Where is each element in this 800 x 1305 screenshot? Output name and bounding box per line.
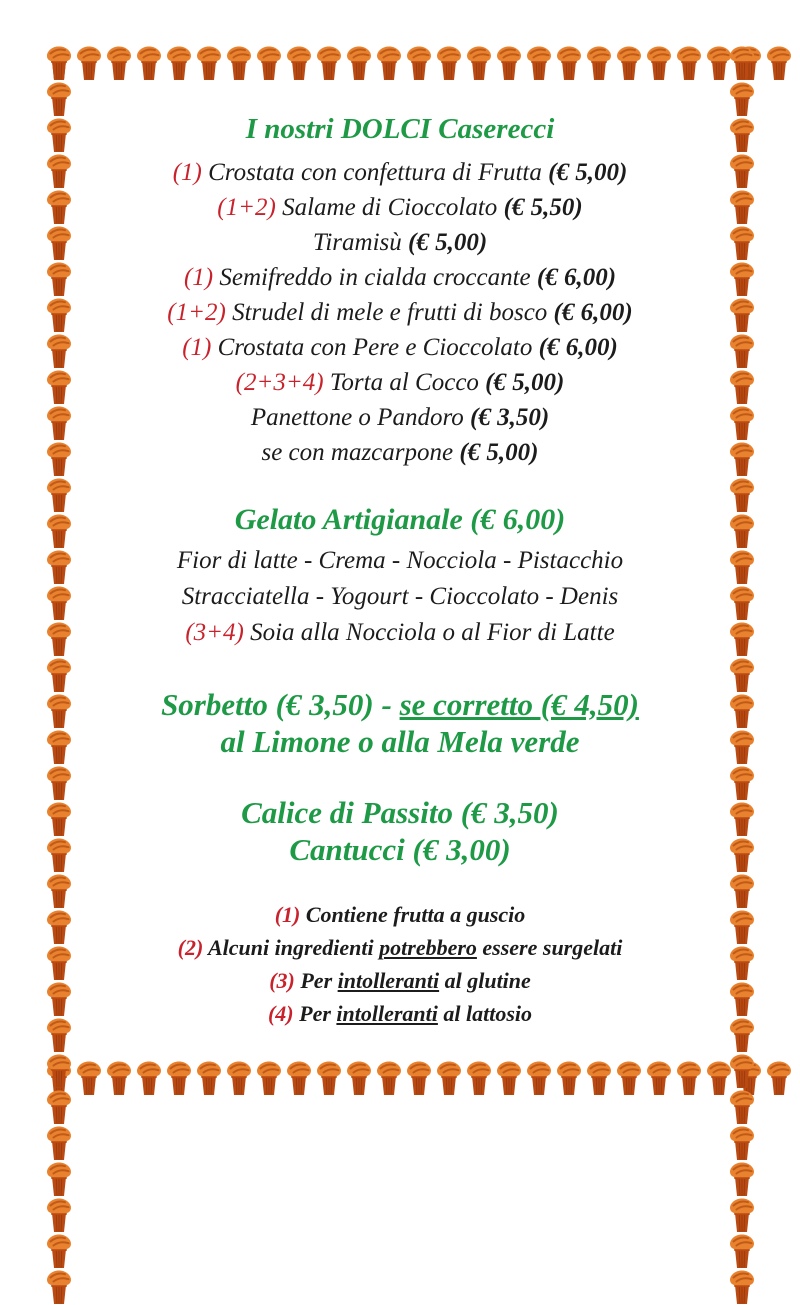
muffin-icon xyxy=(44,585,74,621)
muffin-icon xyxy=(44,333,74,369)
item-name: Torta al Cocco xyxy=(329,369,479,396)
footnote-text: Per xyxy=(300,968,338,993)
item-price: (€ 5,00) xyxy=(485,369,565,396)
muffin-icon xyxy=(674,1060,704,1096)
allergen-tag: (1) xyxy=(183,264,214,291)
muffin-icon xyxy=(727,1269,757,1305)
menu-item xyxy=(80,260,720,295)
muffin-icon xyxy=(314,1060,344,1096)
allergen-tag: (1+2) xyxy=(217,194,276,221)
muffin-icon xyxy=(224,1060,254,1096)
muffin-icon xyxy=(44,117,74,153)
muffin-icon xyxy=(727,81,757,117)
muffin-icon xyxy=(727,441,757,477)
muffin-icon xyxy=(524,1060,554,1096)
muffin-icon xyxy=(44,765,74,801)
muffin-icon xyxy=(727,801,757,837)
muffin-icon xyxy=(494,1060,524,1096)
muffin-icon xyxy=(44,189,74,225)
muffin-icon xyxy=(727,333,757,369)
muffin-icon xyxy=(44,153,74,189)
muffin-icon xyxy=(44,1197,74,1233)
menu-item xyxy=(80,330,720,365)
muffin-icon xyxy=(584,1060,614,1096)
footnote xyxy=(80,898,720,931)
allergen-tag: (1+2) xyxy=(167,299,226,326)
muffin-border-left xyxy=(44,45,74,1096)
item-price: (€ 5,00) xyxy=(408,229,488,256)
muffin-icon xyxy=(727,729,757,765)
footnote-number: (4) xyxy=(267,1001,294,1026)
flavor-line: Stracciatella - Yogourt - Cioccolato - Denis xyxy=(181,583,619,610)
passito-section xyxy=(80,794,720,868)
muffin-icon xyxy=(727,585,757,621)
muffin-icon xyxy=(74,1060,104,1096)
sorbetto-underlined: se corretto (€ 4,50) xyxy=(399,687,639,722)
muffin-icon xyxy=(727,549,757,585)
menu-item xyxy=(80,435,720,470)
sorbetto-line1 xyxy=(80,686,720,723)
item-name: Crostata con Pere e Cioccolato xyxy=(217,334,533,361)
muffin-icon xyxy=(44,981,74,1017)
muffin-icon xyxy=(44,1269,74,1305)
muffin-icon xyxy=(44,909,74,945)
muffin-icon xyxy=(164,1060,194,1096)
muffin-icon xyxy=(44,477,74,513)
sorbetto-normal: Sorbetto (€ 3,50) - xyxy=(161,687,392,722)
flavor-line-soia xyxy=(80,615,720,651)
muffin-icon xyxy=(727,657,757,693)
footnotes xyxy=(80,898,720,1030)
muffin-icon xyxy=(44,837,74,873)
muffin-icon xyxy=(44,693,74,729)
item-name: Soia alla Nocciola o al Fior di Latte xyxy=(250,619,615,646)
footnote-text: Per xyxy=(299,1001,337,1026)
footnote-text: al lattosio xyxy=(437,1001,533,1026)
muffin-icon xyxy=(134,1060,164,1096)
muffin-icon xyxy=(727,621,757,657)
menu-item xyxy=(80,155,720,190)
muffin-icon xyxy=(644,1060,674,1096)
muffin-icon xyxy=(44,1125,74,1161)
menu-item xyxy=(80,295,720,330)
menu-item xyxy=(80,400,720,435)
muffin-icon xyxy=(434,1060,464,1096)
muffin-icon xyxy=(764,1060,794,1096)
muffin-icon xyxy=(44,1017,74,1053)
muffin-icon xyxy=(344,1060,374,1096)
sorbetto-line2: al Limone o alla Mela verde xyxy=(220,724,580,759)
muffin-icon xyxy=(727,225,757,261)
muffin-icon xyxy=(44,873,74,909)
footnote xyxy=(80,931,720,964)
item-price: (€ 6,00) xyxy=(553,299,633,326)
muffin-icon xyxy=(44,297,74,333)
muffin-border-bottom xyxy=(44,1060,757,1096)
muffin-icon xyxy=(404,1060,434,1096)
muffin-icon xyxy=(727,369,757,405)
muffin-icon xyxy=(614,1060,644,1096)
menu-item xyxy=(80,225,720,260)
muffin-icon xyxy=(727,1161,757,1197)
muffin-icon xyxy=(374,1060,404,1096)
muffin-icon xyxy=(44,945,74,981)
muffin-icon xyxy=(104,1060,134,1096)
muffin-icon xyxy=(727,153,757,189)
muffin-icon xyxy=(44,405,74,441)
muffin-icon xyxy=(44,369,74,405)
item-name: Salame di Cioccolato xyxy=(282,194,498,221)
allergen-tag: (1) xyxy=(172,159,202,186)
muffin-icon xyxy=(727,1197,757,1233)
item-price: (€ 6,00) xyxy=(538,334,618,361)
item-price: (€ 5,50) xyxy=(503,194,583,221)
allergen-tag: (3+4) xyxy=(185,619,244,646)
muffin-icon xyxy=(727,1233,757,1269)
item-name: Strudel di mele e frutti di bosco xyxy=(232,299,548,326)
muffin-icon xyxy=(44,549,74,585)
footnote-number: (3) xyxy=(269,968,295,993)
muffin-border-right xyxy=(727,45,757,1096)
muffin-icon xyxy=(254,1060,284,1096)
gelato-heading: Gelato Artigianale (€ 6,00) xyxy=(234,503,566,536)
muffin-icon xyxy=(44,1233,74,1269)
footnote-text: essere surgelati xyxy=(476,935,623,960)
muffin-icon xyxy=(44,261,74,297)
muffin-icon xyxy=(727,297,757,333)
footnote-text: Contiene frutta a guscio xyxy=(305,902,526,927)
sorbetto-section xyxy=(80,686,720,760)
footnote-text: Alcuni ingredienti xyxy=(207,935,380,960)
menu-item xyxy=(80,365,720,400)
muffin-icon xyxy=(44,81,74,117)
footnote-underlined: intolleranti xyxy=(336,1001,438,1026)
muffin-icon xyxy=(44,225,74,261)
menu-item xyxy=(80,190,720,225)
muffin-icon xyxy=(44,1053,74,1089)
muffin-icon xyxy=(554,1060,584,1096)
item-name: Panettone o Pandoro xyxy=(250,404,464,431)
page-title: I nostri DOLCI Caserecci xyxy=(245,113,555,145)
footnote-underlined: potrebbero xyxy=(379,935,477,960)
menu-page xyxy=(80,0,720,1030)
muffin-icon xyxy=(44,1089,74,1125)
muffin-icon xyxy=(727,261,757,297)
muffin-icon xyxy=(727,189,757,225)
item-name: Semifreddo in cialda croccante xyxy=(219,264,531,291)
muffin-icon xyxy=(727,981,757,1017)
footnote-number: (2) xyxy=(177,935,204,960)
muffin-icon xyxy=(727,837,757,873)
footnote-text: al glutine xyxy=(439,968,531,993)
muffin-icon xyxy=(764,45,794,81)
muffin-icon xyxy=(727,873,757,909)
footnote xyxy=(80,997,720,1030)
gelato-flavors xyxy=(80,543,720,651)
muffin-icon xyxy=(44,513,74,549)
footnote-underlined: intolleranti xyxy=(337,968,440,993)
muffin-icon xyxy=(727,1053,757,1089)
cantucci-line: Cantucci (€ 3,00) xyxy=(289,832,511,867)
muffin-icon xyxy=(44,45,74,81)
muffin-icon xyxy=(727,693,757,729)
item-price: (€ 5,00) xyxy=(459,439,539,466)
footnote xyxy=(80,964,720,997)
muffin-icon xyxy=(44,441,74,477)
muffin-icon xyxy=(727,117,757,153)
muffin-icon xyxy=(44,1161,74,1197)
muffin-icon xyxy=(727,1125,757,1161)
muffin-icon xyxy=(44,657,74,693)
muffin-icon xyxy=(727,1017,757,1053)
allergen-tag: (2+3+4) xyxy=(235,369,324,396)
muffin-icon xyxy=(44,621,74,657)
item-name: Tiramisù xyxy=(312,229,402,256)
muffin-icon xyxy=(727,909,757,945)
muffin-icon xyxy=(727,405,757,441)
passito-line: Calice di Passito (€ 3,50) xyxy=(241,795,559,830)
muffin-icon xyxy=(44,801,74,837)
footnote-number: (1) xyxy=(274,902,301,927)
muffin-icon xyxy=(727,477,757,513)
item-name: Crostata con confettura di Frutta xyxy=(208,159,542,186)
flavor-line: Fior di latte - Crema - Nocciola - Pistacchio xyxy=(176,547,624,574)
muffin-icon xyxy=(284,1060,314,1096)
allergen-tag: (1) xyxy=(182,334,212,361)
item-name: se con mazcarpone xyxy=(261,439,454,466)
item-price: (€ 6,00) xyxy=(536,264,617,291)
item-price: (€ 5,00) xyxy=(548,159,628,186)
dolci-list xyxy=(80,155,720,470)
muffin-icon xyxy=(727,765,757,801)
muffin-icon xyxy=(727,45,757,81)
muffin-icon xyxy=(194,1060,224,1096)
muffin-icon xyxy=(727,513,757,549)
muffin-icon xyxy=(727,945,757,981)
muffin-icon xyxy=(464,1060,494,1096)
muffin-icon xyxy=(727,1089,757,1125)
item-price: (€ 3,50) xyxy=(470,404,550,431)
muffin-icon xyxy=(44,729,74,765)
